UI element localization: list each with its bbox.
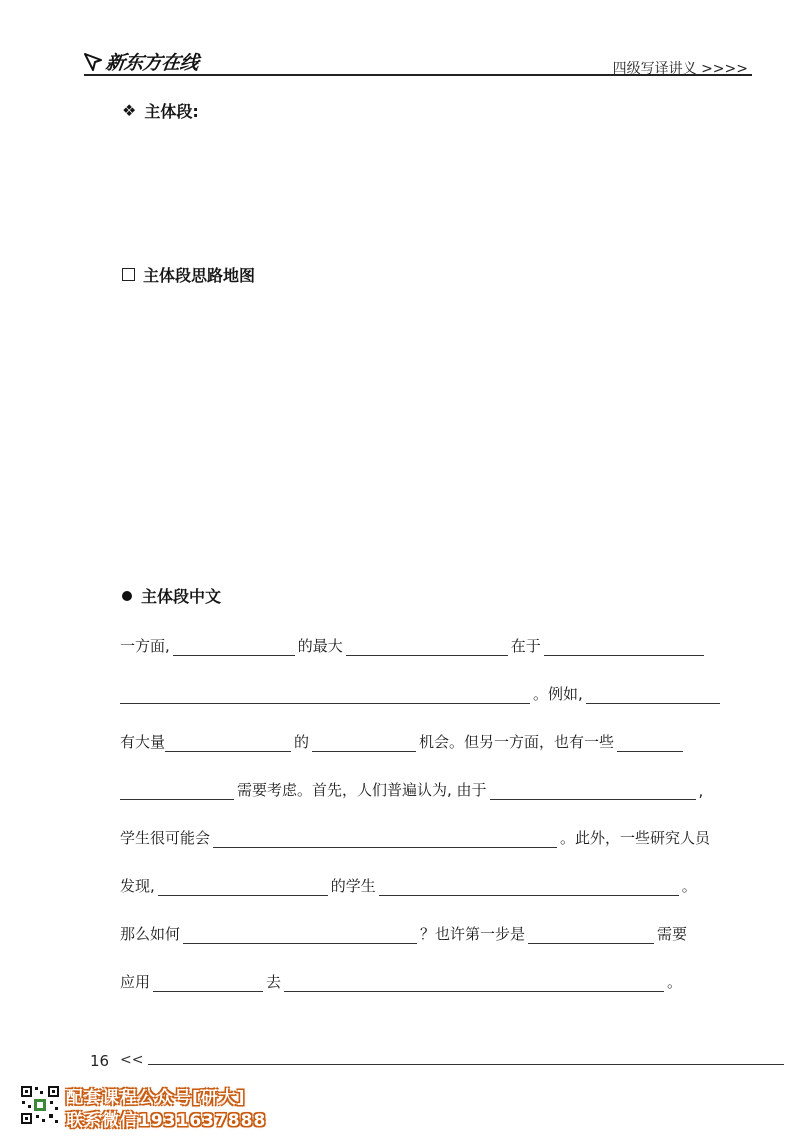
line-text: 应用 <box>120 973 151 991</box>
line-text: 学生很可能会 <box>120 829 211 847</box>
header-title: 四级写译讲义 >>>> <box>612 61 748 77</box>
line-text: 在于 <box>510 637 541 655</box>
text-line-7 <box>120 920 748 944</box>
blank-field[interactable] <box>165 733 291 752</box>
section-heading-chinese <box>122 584 221 607</box>
line-text: 的最大 <box>297 637 343 655</box>
blank-field[interactable] <box>346 637 508 656</box>
blank-field[interactable] <box>153 973 263 992</box>
line-text: 需要 <box>657 925 688 943</box>
text-line-1 <box>120 632 748 656</box>
blank-field[interactable] <box>379 877 679 896</box>
blank-field[interactable] <box>120 781 234 800</box>
blank-field[interactable] <box>544 637 704 656</box>
header-divider <box>84 74 752 76</box>
blank-field[interactable] <box>158 877 328 896</box>
blank-field[interactable] <box>312 733 416 752</box>
blank-field[interactable] <box>120 685 530 704</box>
line-text: 的 <box>294 733 310 751</box>
page-arrows: << <box>120 1052 144 1068</box>
footer-divider <box>148 1064 784 1065</box>
line-text: , <box>698 782 704 800</box>
line-text: 的学生 <box>330 877 376 895</box>
blank-field[interactable] <box>173 637 295 656</box>
line-text: 一方面, <box>120 637 170 655</box>
section-heading-main-body <box>122 99 199 122</box>
checkbox-icon <box>122 268 135 281</box>
promo-text-line-1: 配套课程公众号[研大] <box>66 1088 246 1108</box>
line-text: 机会。但另一方面，也有一些 <box>419 733 615 751</box>
logo-text: 新东方在线 <box>104 52 200 74</box>
line-text: 。例如, <box>533 685 583 703</box>
diamond-bullet-icon: ❖ <box>122 101 137 120</box>
line-text: 。 <box>681 877 697 895</box>
line-text: ？也许第一步是 <box>420 925 526 943</box>
blank-field[interactable] <box>213 829 557 848</box>
line-text: 那么如何 <box>120 925 181 943</box>
blank-field[interactable] <box>490 781 696 800</box>
blank-field[interactable] <box>586 685 720 704</box>
section-heading-mind-map <box>122 263 255 286</box>
text-line-8 <box>120 968 748 992</box>
blank-field[interactable] <box>617 733 683 752</box>
line-text: 。此外，一些研究人员 <box>560 829 711 847</box>
section-label: 主体段思路地图 <box>143 266 256 285</box>
text-line-4 <box>120 776 748 800</box>
blank-field[interactable] <box>284 973 664 992</box>
line-text: 需要考虑。首先，人们普遍认为, 由于 <box>237 781 487 799</box>
text-line-3 <box>120 728 748 752</box>
qr-code-icon <box>20 1085 60 1125</box>
text-line-5 <box>120 824 748 848</box>
page-number: 16 <box>90 1052 110 1070</box>
bullet-dot-icon <box>122 591 132 601</box>
section-label: 主体段: <box>144 102 199 121</box>
blank-field[interactable] <box>528 925 654 944</box>
line-text: 。 <box>667 973 683 991</box>
logo-mark-icon <box>84 52 102 72</box>
line-text: 发现, <box>120 877 155 895</box>
line-text: 去 <box>266 973 282 991</box>
line-text: 有大量 <box>120 733 166 751</box>
text-line-6 <box>120 872 748 896</box>
promo-text-line-2: 联系微信1931637888 <box>66 1111 267 1131</box>
header-logo <box>84 48 199 75</box>
text-line-2 <box>120 680 748 704</box>
blank-field[interactable] <box>183 925 417 944</box>
section-label: 主体段中文 <box>141 587 222 606</box>
